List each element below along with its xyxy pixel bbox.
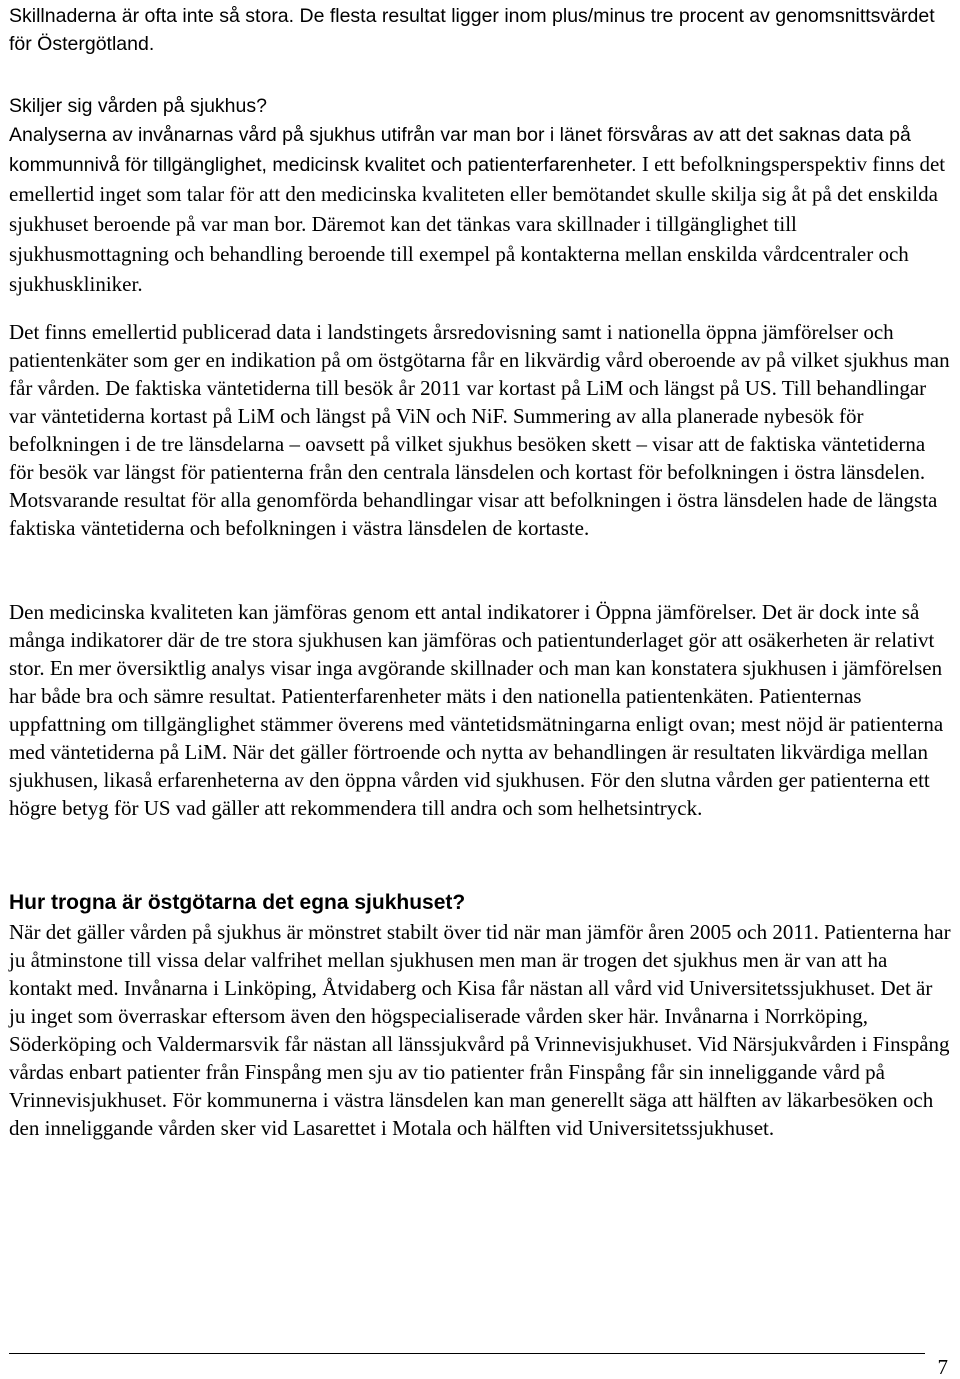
section-heading-loyalty: Hur trogna är östgötarna det egna sjukhuset?: [9, 891, 466, 914]
paragraph-medical-quality: Den medicinska kvaliteten kan jämföras genom ett antal indikatorer i Öppna jämförelser. Det är dock inte så många indikatorer där de tre stora sjukhusen kan jämföras och patientunderlaget gör att osäkerheten är relativt stor. En mer översiktlig analys visar inga avgörande skillnader och man kan konstatera sjukhusen i jämförelsen har både bra och sämre resultat. Patienterfarenheter mäts i den nationella patientenkäten. Patienternas uppfattning om tillgänglighet stämmer överens med väntetidsmätningarna enligt ovan; mest nöjd är patienterna med väntetiderna på LiM. När det gäller förtroende och nytta av behandlingen är resultaten likvärdiga mellan sjukhusen, likaså erfarenheterna av den öppna vården vid sjukhusen. För den slutna vården ger patienterna ett högre betyg för US vad gäller att rekommendera till andra och som helhetsintryck.: [9, 600, 944, 820]
paragraph-waiting-times: Det finns emellertid publicerad data i landstingets årsredovisning samt i nationella öppna jämförelser och patientenkäter som ger en indikation på om östgötarna får en likvärdig vård oberoende av på vilket sjukhus man får vården. De faktiska väntetiderna till besök år 2011 var kortast på LiM och längst på US. Till behandlingar var väntetiderna kortast på LiM och längst på ViN och NiF. Summering av alla planerade nybesök för befolkningen i de tre länsdelarna – oavsett på vilket sjukhus besöken skett – visar att de faktiska väntetiderna för besök var längst för patienterna från den centrala länsdelen och kortast för befolkningen i östra länsdelen. Motsvarande resultat för alla genomförda behandlingar visar att befolkningen i östra länsdelen hade de längsta faktiska väntetiderna och befolkningen i västra länsdelen de kortaste.: [9, 320, 950, 540]
paragraph-hospital-analysis: [9, 121, 949, 300]
intro-paragraph: Skillnaderna är ofta inte så stora. De flesta resultat ligger inom plus/minus tre procent av genomsnittsvärdet för Östergötland.: [9, 5, 935, 55]
section-heading-hospital-care: Skiljer sig vården på sjukhus?: [9, 95, 267, 117]
footer-divider: [9, 1353, 925, 1354]
paragraph-hospital-analysis-serif: I ett befolkningsperspektiv finns det emellertid inget som talar för att den medicinska kvaliteten eller bemötandet skulle skilja sig åt på det enskilda sjukhuset beroende på var man bor. Däremot kan det tänkas vara skillnader i tillgänglighet till sjukhusmottagning och behandling beroende till exempel på kontakterna mellan enskilda vårdcentraler och sjukhuskliniker.: [9, 152, 946, 296]
paragraph-hospital-analysis-sans: Analyserna av invånarnas vård på sjukhus utifrån var man bor i länet försvåras av att det saknas data på kommunnivå för tillgänglighet, medicinsk kvalitet och patienterfarenheter.: [9, 124, 911, 176]
paragraph-loyalty: När det gäller vården på sjukhus är mönstret stabilt över tid när man jämför åren 2005 och 2011. Patienterna har ju åtminstone till vissa delar valfrihet mellan sjukhusen men man är trogen det sjukhus men är van att ha kontakt med. Invånarna i Linköping, Åtvidaberg och Kisa får nästan all vård vid Universitetssjukhuset. Det är ju inget som överraskar eftersom även den högspecialiserade vården sker här. Invånarna i Norrköping, Söderköping och Valdermarsvik får nästan all länssjukvård på Vrinnevisjukhuset. Vid Närsjukvården i Finspång vårdas enbart patienter från Finspång men sju av tio patienter från Finspång får sin inneliggande vård på Vrinnevisjukhuset. För kommunerna i västra länsdelen kan man generellt säga att hälften av läkarbesöken och den inneliggande vården sker vid Lasarettet i Motala och hälften vid Universitetssjukhuset.: [9, 920, 951, 1140]
page-number: 7: [937, 1355, 948, 1379]
